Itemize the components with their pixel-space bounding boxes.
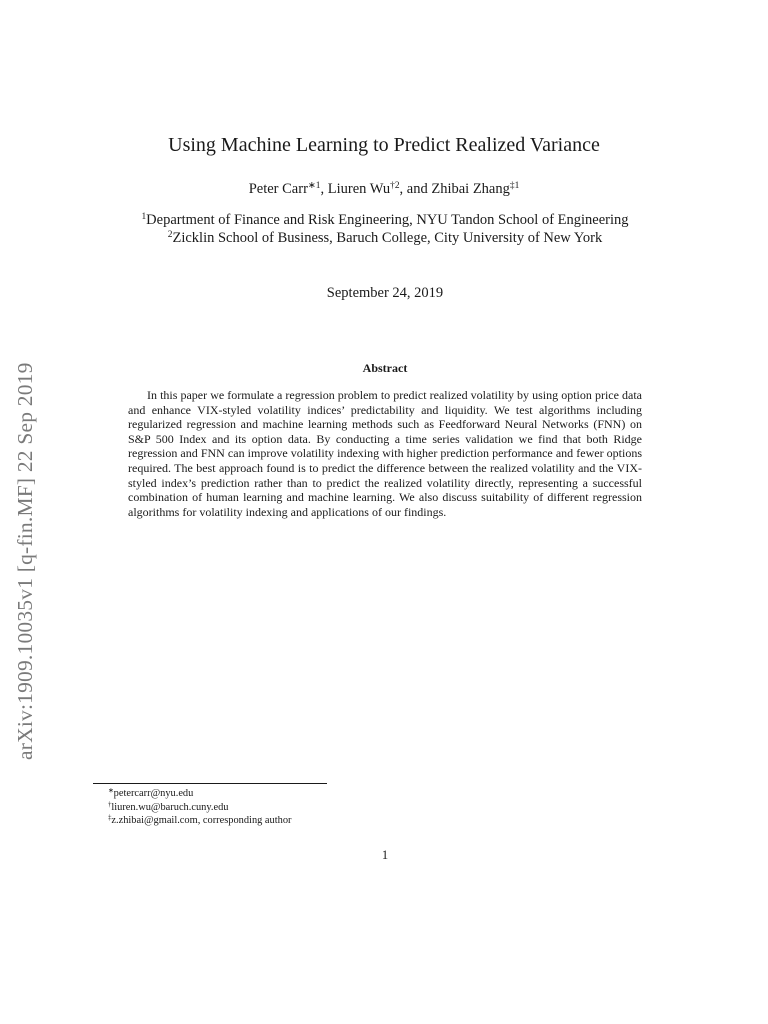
author-mark: ‡1 [509,180,520,191]
footnote-mark: † [108,800,112,808]
affiliation-mark: 2 [167,229,173,240]
abstract-body: In this paper we formulate a regression problem to predict realized volatility by using option price data and enhance VIX-styled volatility indices’ predictability and liquidity. We test algorithms including regularized regression and machine learning methods such as Feedforward Neural Networks (FNN) on S&P 500 Index and its option data. By conducting a time series validation we find that both Ridge regression and FNN can improve volatility indexing with higher prediction performance and fewer options required. The best approach found is to predict the difference between the realized volatility and the VIX-styled index’s prediction rather than to predict the realized volatility directly, representing a successful combination of human learning and machine learning. We also discuss suitability of different regression algorithms for volatility indexing and applications of our findings. [128,388,642,519]
footnotes [108,787,291,828]
affiliation-text: Zicklin School of Business, Baruch College, City University of New York [172,230,603,246]
author-name: Zhibai Zhang [431,181,510,197]
page-number: 1 [381,848,389,862]
author-separator: , [320,181,328,197]
arxiv-identifier-stamp: arXiv:1909.10035v1 [q-fin.MF] 22 Sep 2019 [13,362,37,760]
footnote-mark: ∗ [108,787,114,795]
author-separator: , and [399,181,432,197]
footnote-email: z.zhibai@gmail.com, corresponding author [111,815,292,827]
footnote-email: liuren.wu@baruch.cuny.edu [111,801,229,813]
author-name: Liuren Wu [327,181,391,197]
footnote-rule [93,783,327,784]
footnote [108,801,291,815]
paper-title: Using Machine Learning to Predict Realized Variance [168,134,600,156]
affiliation-mark: 1 [141,211,147,222]
affiliation [0,230,768,247]
footnote [108,814,291,828]
footnote [108,787,291,801]
footnote-email: petercarr@nyu.edu [113,788,194,799]
author-line [0,181,768,198]
affiliation [0,212,768,229]
affiliation-text: Department of Finance and Risk Engineering, NYU Tandon School of Engineering [146,212,629,228]
author-mark: ∗1 [307,180,321,191]
footnote-mark: ‡ [108,814,112,822]
author-name: Peter Carr [248,181,308,197]
abstract-heading: Abstract [362,361,408,375]
author-mark: †2 [390,180,400,191]
paper-date: September 24, 2019 [326,285,444,301]
